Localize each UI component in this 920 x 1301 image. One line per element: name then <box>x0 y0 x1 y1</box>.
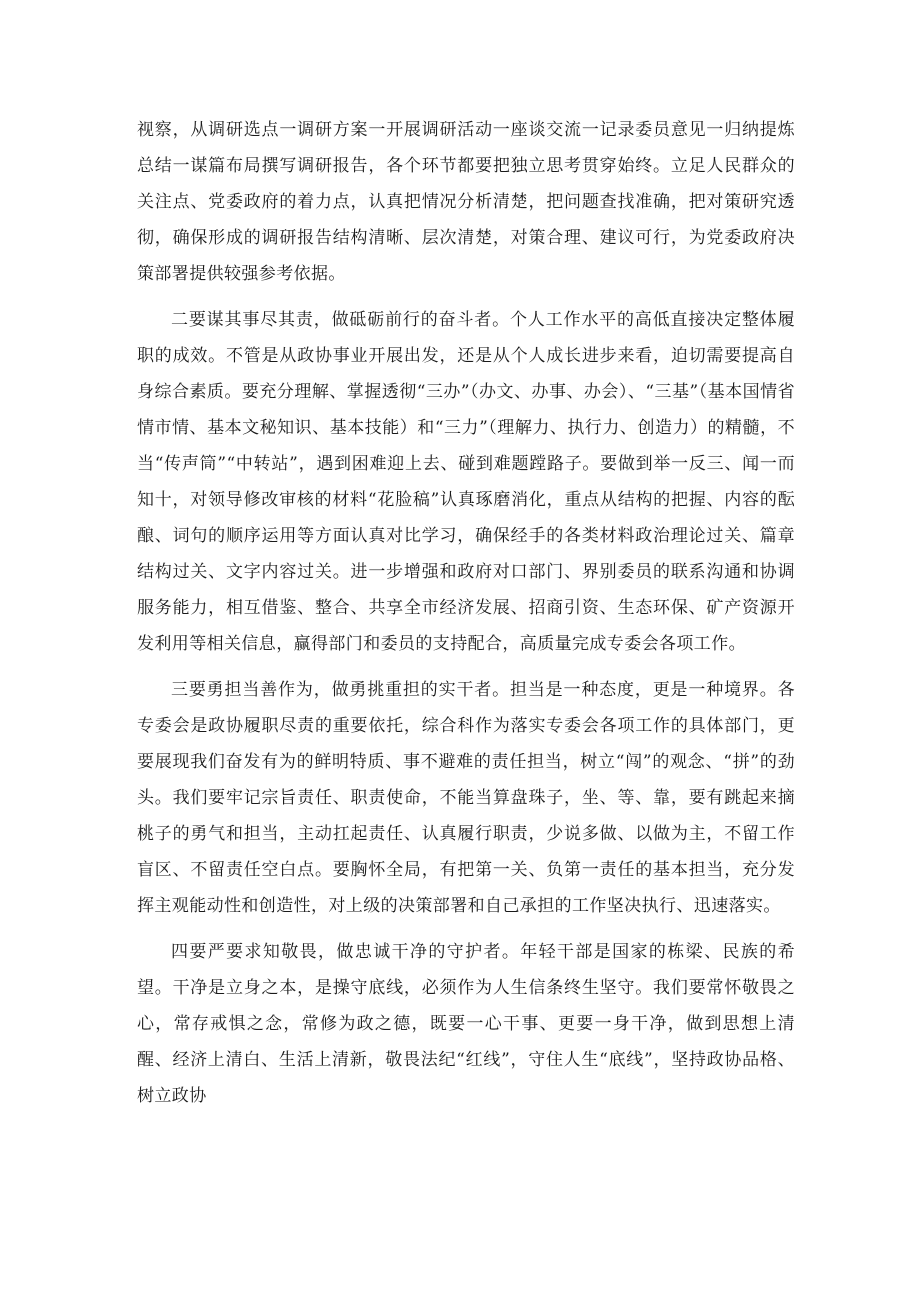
document-body <box>137 112 795 1124</box>
paragraph-point-two: 二要谋其事尽其责，做砥砺前行的奋斗者。个人工作水平的高低直接决定整体履职的成效。不管是从政协事业开展出发，还是从个人成长进步来看，迫切需要提高自身综合素质。要充分理解、掌握透彻“三办”（办文、办事、办会）、“三基”（基本国情省情市情、基本文秘知识、基本技能）和“三力”（理解力、执行力、创造力）的精髓，不当“传声筒”“中转站”，遇到困难迎上去、碰到难题蹚路子。要做到举一反三、闻一而知十，对领导修改审核的材料“花脸稿”认真琢磨消化，重点从结构的把握、内容的酝酿、词句的顺序运用等方面认真对比学习，确保经手的各类材料政治理论过关、篇章结构过关、文字内容过关。进一步增强和政府对口部门、界别委员的联系沟通和协调服务能力，相互借鉴、整合、共享全市经济发展、招商引资、生态环保、矿产资源开发利用等相关信息，赢得部门和委员的支持配合，高质量完成专委会各项工作。 <box>137 310 795 654</box>
paragraph-point-four: 四要严要求知敬畏，做忠诚干净的守护者。年轻干部是国家的栋梁、民族的希望。干净是立身之本，是操守底线，必须作为人生信条终生坚守。我们要常怀敬畏之心，常存戒惧之念，常修为政之德，既要一心干事、更要一身干净，做到思想上清醒、经济上清白、生活上清新，敬畏法纪“红线”，守住人生“底线”，坚持政协品格、树立政协 <box>137 942 795 1106</box>
paragraph-continuation: 视察，从调研选点一调研方案一开展调研活动一座谈交流一记录委员意见一归纳提炼总结一谋篇布局撰写调研报告，各个环节都要把独立思考贯穿始终。立足人民群众的关注点、党委政府的着力点，认真把情况分析清楚，把问题查找准确，把对策研究透彻，确保形成的调研报告结构清晰、层次清楚，对策合理、建议可行，为党委政府决策部署提供较强参考依据。 <box>137 120 795 284</box>
paragraph-point-three: 三要勇担当善作为，做勇挑重担的实干者。担当是一种态度，更是一种境界。各专委会是政协履职尽责的重要依托，综合科作为落实专委会各项工作的具体部门，更要展现我们奋发有为的鲜明特质、事不避难的责任担当，树立“闯”的观念、“拼”的劲头。我们要牢记宗旨责任、职责使命，不能当算盘珠子，坐、等、靠，要有跳起来摘桃子的勇气和担当，主动扛起责任、认真履行职责，少说多做、以做为主，不留工作盲区、不留责任空白点。要胸怀全局，有把第一关、负第一责任的基本担当，充分发挥主观能动性和创造性，对上级的决策部署和自己承担的工作坚决执行、迅速落实。 <box>137 680 795 916</box>
